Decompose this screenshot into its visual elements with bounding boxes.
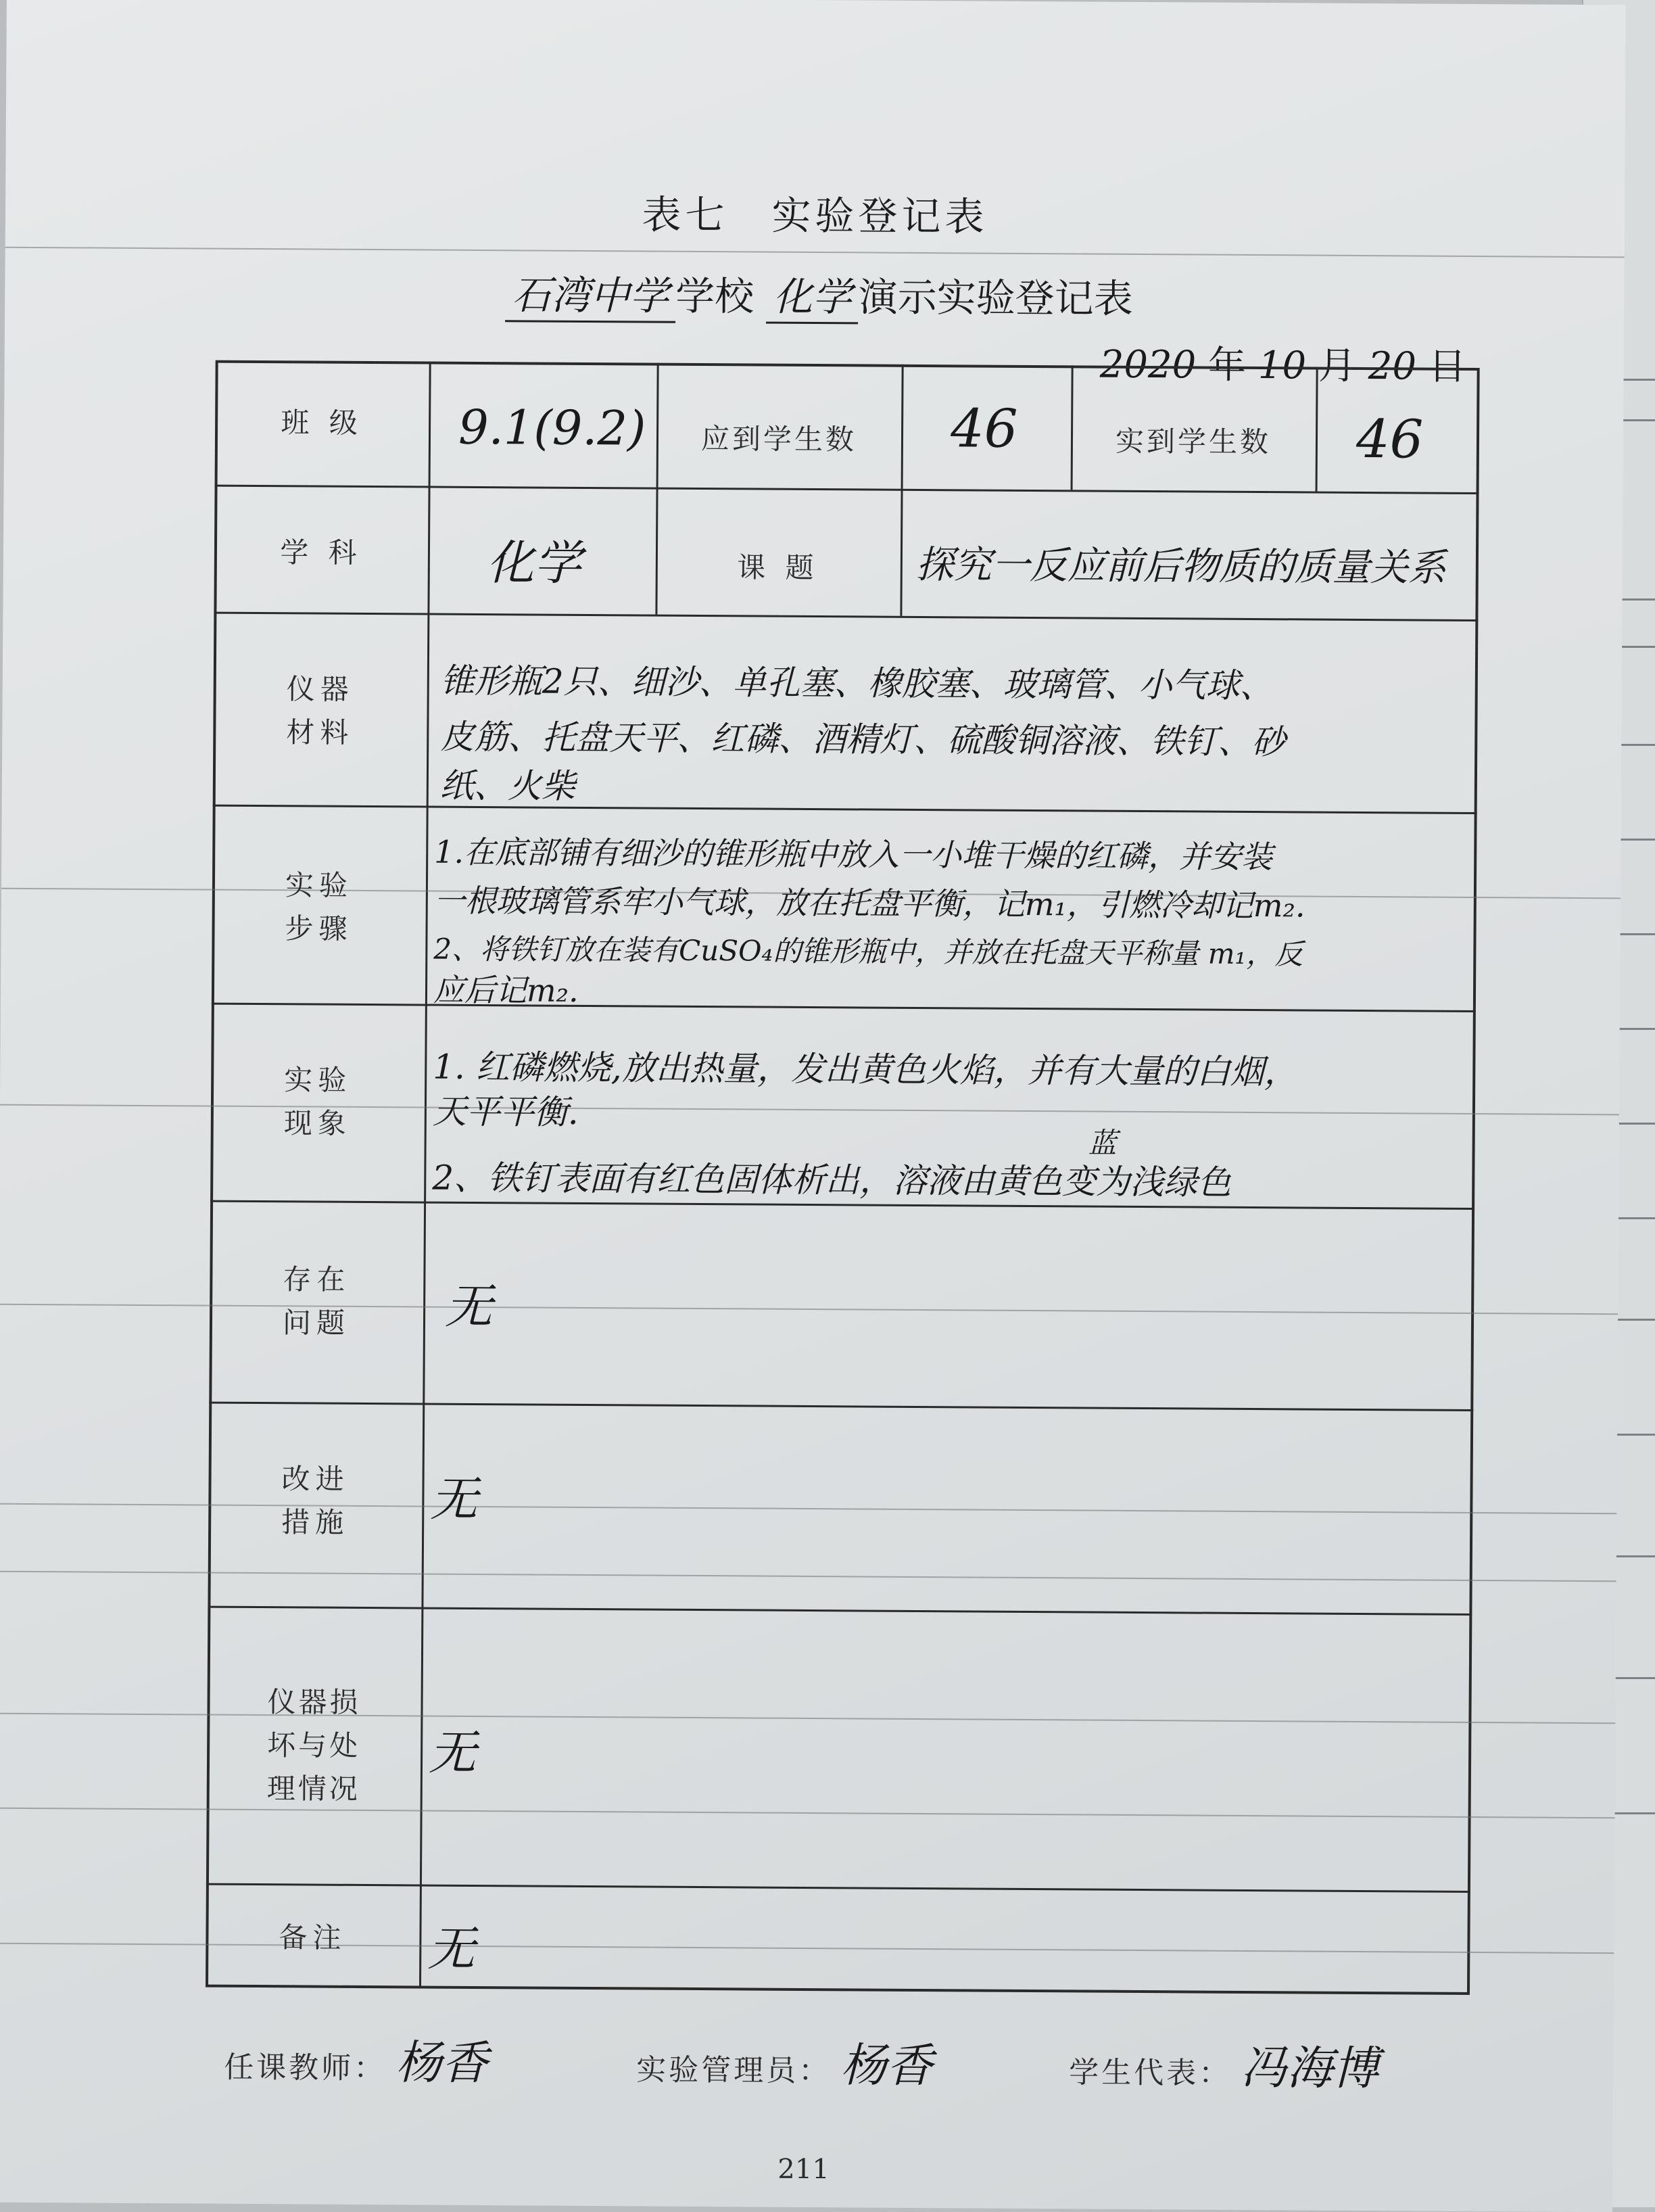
teacher-name: 杨香: [395, 2036, 488, 2091]
date-month-unit: 月: [1318, 344, 1357, 388]
teacher-label: 任课教师：: [224, 2050, 387, 2086]
date-year: 2020: [1099, 342, 1197, 387]
subject-label: 学 科: [280, 536, 362, 569]
steps-line-3: 2、将铁钉放在装有CuSO₄的锥形瓶中，并放在托盘天平称量 m₁，反: [433, 932, 1303, 971]
date-year-unit: 年: [1207, 343, 1247, 387]
steps-line-2: 一根玻璃管系牢小气球，放在托盘平衡，记m₁，引燃冷却记m₂.: [433, 882, 1305, 924]
improvements-label: 改进 措施: [281, 1462, 350, 1539]
class-value: 9.1(9.2): [458, 399, 646, 456]
steps-label: 实验 步骤: [285, 868, 354, 945]
remarks-label: 备注: [279, 1921, 347, 1954]
student-signature: [1069, 2030, 1379, 2098]
phenomena-line-1: 1. 红磷燃烧,放出热量，发出黄色火焰，并有大量的白烟，: [433, 1047, 1298, 1092]
school-suffix: 学校: [675, 273, 754, 320]
improvements-value: 无: [430, 1471, 478, 1528]
subject-value: 化学: [486, 535, 582, 591]
teacher-signature: [224, 2025, 488, 2092]
subject-name: 化学: [767, 265, 859, 325]
equipment-label: 仪器 材料: [286, 672, 354, 749]
form-subtitle: [505, 263, 1133, 326]
school-name: 石湾中学: [505, 263, 676, 323]
steps-line-4: 应后记m₂.: [433, 971, 579, 1009]
topic-label: 课 题: [737, 550, 819, 585]
student-label: 学生代表：: [1069, 2055, 1232, 2091]
class-label: 班 级: [281, 406, 363, 440]
phenomena-label: 实验 现象: [283, 1063, 352, 1140]
phenomena-line-2: 天平平衡.: [432, 1091, 579, 1132]
date-day: 20: [1368, 344, 1417, 389]
date-day-unit: 日: [1428, 344, 1466, 389]
equipment-line-3: 纸、火柴: [439, 766, 576, 806]
student-name: 冯海博: [1241, 2041, 1379, 2096]
admin-name: 杨香: [840, 2039, 933, 2094]
steps-line-1: 1.在底部铺有细沙的锥形瓶中放入一小堆干燥的红磷，并安装: [434, 833, 1273, 876]
problems-label: 存在 问题: [282, 1263, 351, 1340]
problems-value: 无: [444, 1278, 493, 1335]
topic-value: 探究一反应前后物质的质量关系: [915, 542, 1447, 590]
expected-students-value: 46: [950, 398, 1018, 460]
remarks-value: 无: [427, 1921, 475, 1977]
form-name: 演示实验登记表: [858, 274, 1133, 322]
admin-label: 实验管理员：: [636, 2052, 832, 2089]
date-month: 10: [1257, 344, 1307, 388]
expected-students-label: 应到学生数: [700, 422, 857, 456]
equipment-line-2: 皮筋、托盘天平、红磷、酒精灯、硫酸铜溶液、铁钉、砂: [440, 717, 1286, 762]
admin-signature: [636, 2027, 933, 2095]
actual-students-value: 46: [1356, 408, 1424, 471]
phenomena-line-3: 2、铁钉表面有红色固体析出，溶液由黄色变为浅绿色: [432, 1158, 1232, 1202]
phenomena-correction: 蓝: [1088, 1126, 1117, 1160]
damage-label: 仪器损 坏与处 理情况: [266, 1685, 361, 1806]
actual-students-label: 实到学生数: [1115, 424, 1272, 459]
damage-value: 无: [428, 1724, 477, 1781]
page-number: 211: [777, 2153, 830, 2186]
equipment-line-1: 锥形瓶2只、细沙、单孔塞、橡胶塞、玻璃管、小气球、: [440, 661, 1274, 706]
page-title: 表七 实验登记表: [642, 191, 988, 240]
